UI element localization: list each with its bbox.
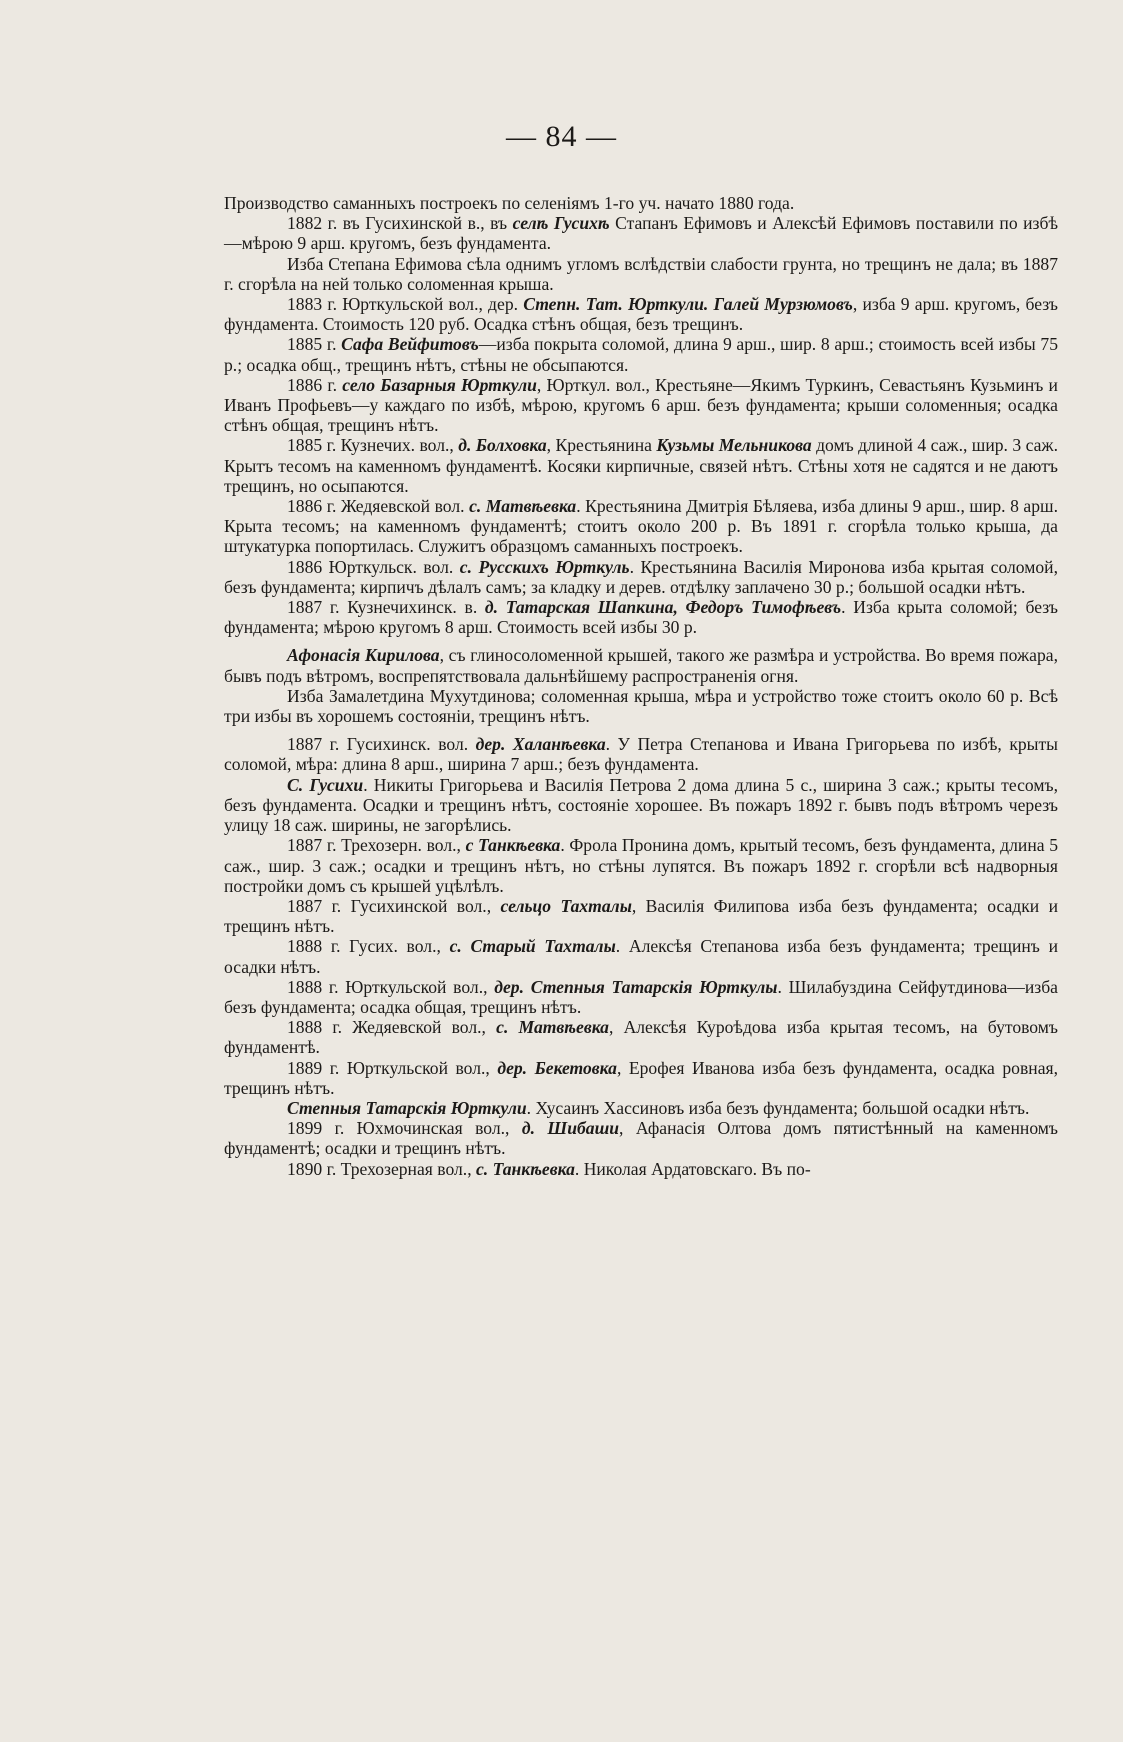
place-name-italic: дер. Бекетовка — [497, 1057, 617, 1078]
paragraph — [224, 334, 1058, 374]
text-run: , изба 9 арш. кругомъ, безъ фундамента. Стоимость 120 руб. Осадка стѣнъ общая, безъ трещинъ. — [224, 294, 1058, 335]
text-run: , Василія Филипова изба безъ фундамента; осадки и трещинъ нѣтъ. — [224, 895, 1058, 937]
text-run: . Фрола Пронина домъ, крытый тесомъ, безъ фундамента, длина 5 саж., шир. 3 саж.; осадки и трещинъ нѣтъ, но стѣны лупятся. Въ пожаръ 1892 г. сгорѣли всѣ надворныя постройки домъ съ крышей уцѣлѣлъ. — [224, 835, 1059, 896]
place-name-italic: Афонасія Кирилова — [287, 645, 440, 666]
text-run: домъ длиной 4 саж., шир. 3 саж. Крытъ тесомъ на каменномъ фундаментѣ. Косяки кирпичные, связей нѣтъ. Стѣны хотя не садятся и не даютъ трещинъ, но осыпаются. — [224, 435, 1058, 496]
paragraph — [224, 435, 1058, 496]
place-name-italic: д. Болховка — [458, 435, 547, 456]
paragraph — [224, 896, 1058, 936]
place-name-italic: Степныя Татарскія Юрткули — [287, 1097, 527, 1118]
paragraph — [224, 686, 1058, 726]
paragraph — [224, 835, 1058, 896]
text-run: 1888 г. Гусих. вол., — [287, 936, 450, 957]
place-name-italic: селѣ Гусихѣ — [512, 213, 610, 234]
place-name-italic: с. Старый Тахталы — [449, 936, 616, 957]
text-run: . Шилабуздина Сейфутдинова—изба безъ фундамента; осадка общая, трещинъ нѣтъ. — [224, 976, 1058, 1017]
text-run: . Крестьянина Василія Миронова изба крытая соломой, безъ фундамента; кирпичъ дѣлалъ самъ; за кладку и дерев. отдѣлку заплачено 30 р.; большой осадки нѣтъ. — [224, 556, 1058, 597]
text-run: 1886 Юрткульск. вол. — [287, 556, 460, 577]
text-run: Изба Замалетдина Мухутдинова; соломенная крыша, мѣра и устройство тоже стоитъ около 60 р. Всѣ три избы въ хорошемъ состояніи, трещинъ нѣтъ. — [224, 685, 1058, 727]
text-run: 1882 г. въ Гусихинской в., въ — [287, 213, 513, 234]
paragraph — [224, 496, 1058, 557]
text-run: —изба покрыта соломой, длина 9 арш., шир. 8 арш.; стоимость всей избы 75 р.; осадка общ., трещинъ нѣтъ, стѣны не обсыпаются. — [224, 334, 1058, 375]
text-run: 1887 г. Гусихинск. вол. — [287, 734, 476, 755]
paragraph — [224, 775, 1058, 836]
body-text — [224, 193, 1058, 1179]
text-run: 1899 г. Юхмочинская вол., — [287, 1118, 522, 1139]
text-run: . Хусаинъ Хассиновъ изба безъ фундамента; большой осадки нѣтъ. — [526, 1097, 1030, 1118]
text-run: , съ глиносоломенной крышей, такого же размѣра и устройства. Во время пожара, бывъ подъ вѣтромъ, воспрепятствовала дальнѣйшему распространенія огня. — [224, 645, 1058, 686]
paragraph — [224, 1058, 1058, 1098]
place-name-italic: Кузьмы Мельникова — [656, 435, 812, 456]
paragraph — [224, 1017, 1058, 1057]
page-number: — 84 — — [506, 120, 617, 153]
paragraph — [224, 1159, 1058, 1179]
text-run: 1886 г. — [287, 374, 343, 395]
paragraph — [224, 1098, 1058, 1118]
text-run: , Ерофея Иванова изба безъ фундамента, осадка ровная, трещинъ нѣтъ. — [224, 1057, 1058, 1098]
text-run: Изба Степана Ефимова сѣла однимъ угломъ вслѣдствіи слабости грунта, но трещинъ не дала; въ 1887 г. сгорѣла на ней только соломенная крыша. — [224, 253, 1058, 294]
text-run: , Крестьянина — [546, 435, 657, 456]
text-run: . Крестьянина Дмитрія Бѣляева, изба длины 9 арш., шир. 8 арш. Крыта тесомъ; на каменномъ фундаментѣ; стоитъ около 200 р. Въ 1891 г. сгорѣла только крыша, да штукатурка попортилась. Служитъ образцомъ саманныхъ построекъ. — [224, 496, 1058, 557]
text-run: . Изба крыта соломой; безъ фундамента; мѣрою кругомъ 8 арш. Стоимость всей избы 30 р. — [224, 597, 1058, 638]
place-name-italic: дер. Халанѣевка — [475, 734, 606, 755]
paragraph — [224, 1118, 1058, 1158]
paragraph — [224, 734, 1058, 774]
place-name-italic: Сафа Вейфитовъ — [341, 334, 479, 355]
paragraph — [224, 213, 1058, 253]
text-run: 1888 г. Юрткульской вол., — [287, 976, 495, 997]
text-run: . Никиты Григорьева и Василія Петрова 2 дома длина 5 с., ширина 3 саж.; крыты тесомъ, безъ фундамента. Осадки и трещинъ нѣтъ, состояніе хорошее. Въ пожаръ 1892 г. бывъ подъ вѣтромъ черезъ улицу 18 саж. ширины, не загорѣлись. — [224, 774, 1058, 836]
place-name-italic: д. Татарская Шапкина, Федоръ Тимофѣевъ — [484, 597, 842, 618]
text-run: 1888 г. Жедяевской вол., — [287, 1017, 497, 1038]
place-name-italic: Степн. Тат. Юрткули. Галей Мурзюмовъ — [523, 294, 853, 315]
place-name-italic: село Базарныя Юрткули — [342, 374, 537, 395]
text-run: , Юрткул. вол., Крестьяне—Якимъ Туркинъ, Севастьянъ Кузьминъ и Иванъ Профьевъ—у каждаго по избѣ, мѣрою, кругомъ 6 арш. безъ фундамента; крыши соломенныя; осадка стѣнъ общая, трещинъ нѣтъ. — [224, 374, 1058, 436]
text-run: 1890 г. Трехозерная вол., — [287, 1158, 476, 1179]
text-run: 1887 г. Трехозерн. вол., — [287, 835, 466, 856]
text-run: Производство саманныхъ построекъ по селеніямъ 1-го уч. начато 1880 года. — [224, 193, 795, 213]
text-run: , Афанасія Олтова домъ пятистѣнный на каменномъ фундаментѣ; осадки и трещинъ нѣтъ. — [224, 1118, 1059, 1159]
paragraph — [224, 375, 1058, 436]
paragraph — [224, 557, 1058, 597]
paragraph — [224, 254, 1058, 294]
paragraph — [224, 645, 1058, 685]
text-run: , Алексѣя Куроѣдова изба крытая тесомъ, на бутовомъ фундаментѣ. — [224, 1017, 1058, 1058]
paragraph — [224, 597, 1058, 637]
place-name-italic: с Танкѣевка — [465, 835, 561, 856]
place-name-italic: с. Матвѣевка — [469, 496, 577, 517]
place-name-italic: с. Матвѣевка — [496, 1017, 609, 1038]
text-run: 1885 г. — [287, 334, 342, 355]
text-run: 1886 г. Жедяевской вол. — [287, 496, 470, 517]
paragraph — [224, 977, 1058, 1017]
text-run: . Алексѣя Степанова изба безъ фундамента; трещинъ и осадки нѣтъ. — [224, 936, 1058, 977]
text-run: 1885 г. Кузнечих. вол., — [287, 435, 459, 456]
place-name-italic: д. Шибаши — [521, 1118, 620, 1139]
place-name-italic: с. Русскихъ Юрткуль — [459, 556, 630, 577]
text-run: 1887 г. Гусихинской вол., — [287, 895, 501, 916]
text-run: 1889 г. Юрткульской вол., — [287, 1057, 498, 1078]
place-name-italic: С. Гусихи — [287, 774, 364, 795]
text-run: . У Петра Степанова и Ивана Григорьева по избѣ, крыты соломой, мѣра: длина 8 арш., ширина 7 арш.; безъ фундамента. — [224, 734, 1058, 775]
place-name-italic: дер. Степныя Татарскія Юрткулы — [494, 976, 778, 997]
text-run: 1883 г. Юрткульской вол., дер. — [287, 294, 524, 315]
text-run: Стапанъ Ефимовъ и Алексѣй Ефимовъ поставили по избѣ—мѣрою 9 арш. кругомъ, безъ фундамента. — [224, 213, 1058, 254]
paragraph — [224, 193, 1058, 213]
place-name-italic: сельцо Тахталы — [500, 895, 632, 916]
place-name-italic: с. Танкѣевка — [476, 1158, 575, 1179]
paragraph — [224, 294, 1058, 334]
text-run: . Николая Ардатовскаго. Въ по- — [574, 1158, 811, 1179]
paragraph — [224, 936, 1058, 976]
text-run: 1887 г. Кузнечихинск. в. — [287, 597, 485, 618]
